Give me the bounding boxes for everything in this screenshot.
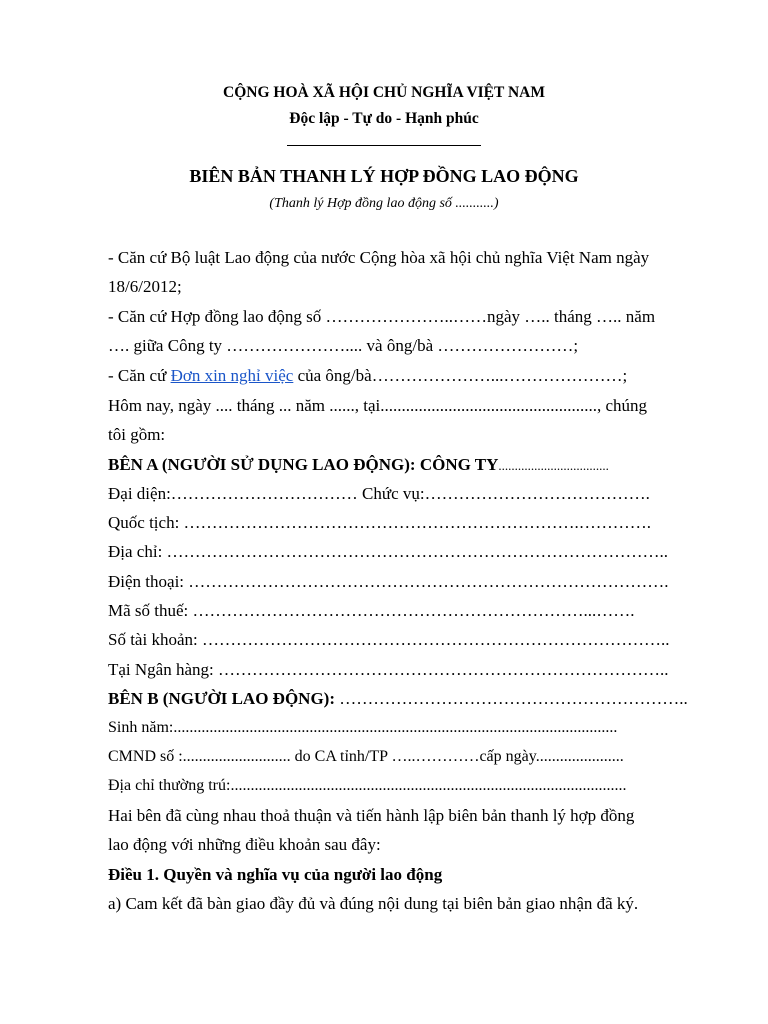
document-title: BIÊN BẢN THANH LÝ HỢP ĐỒNG LAO ĐỘNG [189, 166, 579, 186]
party-a-representative: Đại diện:…………………………… Chức vụ:…………………………………. [108, 484, 650, 503]
national-motto: Độc lập - Tự do - Hạnh phúc [289, 110, 479, 127]
agreement-line-2: lao động với những điều khoản sau đây: [108, 835, 381, 854]
resignation-letter-link[interactable]: Đơn xin nghỉ việc [170, 366, 294, 385]
basis-law-line: - Căn cứ Bộ luật Lao động của nước Cộng hòa xã hội chủ nghĩa Việt Nam ngày [108, 248, 650, 267]
party-a-nationality: Quốc tịch: …………………………………………………………….…………. [108, 513, 652, 532]
agreement-line: Hai bên đã cùng nhau thoả thuận và tiến hành lập biên bản thanh lý hợp đồng [108, 806, 635, 825]
basis-contract-line: - Căn cứ Hợp đồng lao động số …………………..……ngày ….. tháng ….. năm [108, 307, 656, 326]
intro-line: Hôm nay, ngày .... tháng ... năm ......, tại..................................................., chúng [108, 396, 648, 415]
document-subtitle: (Thanh lý Hợp đồng lao động số ...........) [269, 196, 499, 211]
party-b-heading: BÊN B (NGƯỜI LAO ĐỘNG): [108, 689, 335, 708]
party-b-heading-line [108, 689, 688, 709]
basis-contract-parties: …. giữa Công ty ………………….... và ông/bà ……………………; [108, 336, 579, 355]
basis-resignation-suffix: của ông/bà…………………...…………………; [293, 366, 628, 385]
party-b-name-blank: …………………………………………………….. [335, 689, 688, 708]
basis-resignation-prefix: - Căn cứ [108, 366, 171, 385]
party-b-birth-year: Sinh năm:............................................................................................................... [108, 719, 618, 736]
basis-law-date: 18/6/2012; [108, 277, 182, 296]
party-a-heading: BÊN A (NGƯỜI SỬ DỤNG LAO ĐỘNG): CÔNG TY [108, 455, 499, 474]
intro-line-2: tôi gồm: [108, 425, 166, 444]
party-a-company-blank: .................................. [498, 458, 609, 473]
national-title: CỘNG HOÀ XÃ HỘI CHỦ NGHĨA VIỆT NAM [223, 84, 545, 101]
article-1-item-a: a) Cam kết đã bàn giao đầy đủ và đúng nội dung tại biên bản giao nhận đã ký. [108, 894, 639, 913]
party-a-heading-line [108, 455, 609, 476]
party-b-id-card: CMND số :........................... do CA tỉnh/TP …..…………cấp ngày...................... [108, 748, 624, 765]
article-1-heading: Điều 1. Quyền và nghĩa vụ của người lao động [108, 865, 443, 884]
party-a-account: Số tài khoản: ……………………………………………………………………….. [108, 630, 670, 649]
party-a-bank: Tại Ngân hàng: …………………………………………………………………….. [108, 660, 669, 679]
party-a-phone: Điện thoại: …………………………………………………………………………. [108, 572, 669, 591]
basis-resignation-line [108, 366, 627, 386]
party-a-address: Địa chỉ: …………………………………………………………………………….. [108, 542, 669, 561]
header-divider [287, 145, 481, 146]
party-a-tax-code: Mã số thuế: ……………………………………………………………...……. [108, 601, 635, 620]
party-b-residence: Địa chỉ thường trú:................................................................................................... [108, 777, 627, 794]
